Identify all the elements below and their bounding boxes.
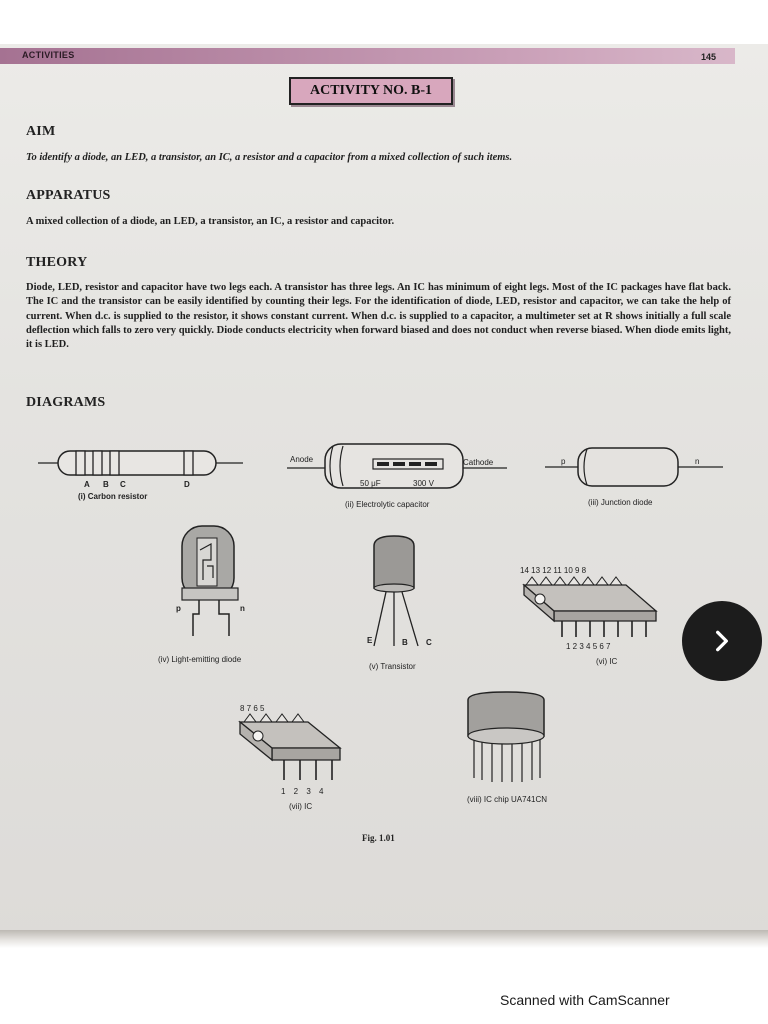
ic14-top-pins: 14 13 12 11 10 9 8 <box>520 566 587 575</box>
page-edge-shadow <box>0 930 768 948</box>
capacitor-anode-label: Anode <box>290 455 314 464</box>
resistor-caption: (i) Carbon resistor <box>78 492 148 501</box>
ic14-diagram <box>522 573 662 649</box>
aim-text: To identify a diode, an LED, a transistor, an IC, a resistor and a capacitor from a mixed collection of such items. <box>26 152 513 163</box>
apparatus-text: A mixed collection of a diode, an LED, a transistor, an IC, a resistor and capacitor. <box>26 216 395 227</box>
transistor-diagram <box>368 534 438 652</box>
capacitor-capacitance: 50 μF <box>360 479 381 488</box>
ic8-caption: (vii) IC <box>289 802 313 811</box>
activity-title-box <box>289 77 453 105</box>
resistor-band-b: B <box>103 480 109 489</box>
transistor-emitter-label: E <box>367 636 373 645</box>
aim-heading: AIM <box>26 124 56 139</box>
led-diagram <box>175 520 245 642</box>
resistor-band-c: C <box>120 480 126 489</box>
ic8-diagram <box>236 710 346 790</box>
diode-p-label: p <box>561 457 566 466</box>
capacitor-voltage: 300 V <box>413 479 434 488</box>
page-number: 145 <box>700 52 716 62</box>
ic-chip-drawing <box>460 690 560 790</box>
ic-chip-caption: (viii) IC chip UA741CN <box>467 795 548 804</box>
carbon-resistor-diagram <box>38 445 248 485</box>
resistor-band-a: A <box>84 480 90 489</box>
camscanner-watermark: Scanned with CamScanner <box>500 992 670 1008</box>
capacitor-cathode-label: Cathode <box>463 458 494 467</box>
theory-text: Diode, LED, resistor and capacitor have two legs each. A transistor has three legs. An IC has minimum of eight legs. Most of the IC packages have flat back. The IC and the transistor can be easily identified by counting their legs. For the identification of diode, LED, resistor and capacitor, we can take the help of current. When d.c. is supplied to the resistor, it shows constant current. When d.c. is supplied to a capacitor, a multimeter set at R shows initially a full scale deflection which falls to zero very quickly. Diode conducts electricity when forward biased and does not conduct when reverse biased. When diode emits light, it is LED. <box>26 282 731 351</box>
ic8-top-pins: 8 7 6 5 <box>240 704 265 713</box>
ic8-bottom-pins: 1 2 3 4 <box>281 787 324 796</box>
transistor-caption: (v) Transistor <box>369 662 416 671</box>
activity-title: ACTIVITY NO. B-1 <box>310 83 432 98</box>
diode-n-label: n <box>695 457 700 466</box>
led-drawing <box>175 520 245 642</box>
transistor-base-label: B <box>402 638 408 647</box>
diagrams-heading: DIAGRAMS <box>26 395 106 410</box>
capacitor-caption: (ii) Electrolytic capacitor <box>345 500 430 509</box>
led-caption: (iv) Light-emitting diode <box>158 655 242 664</box>
next-page-button[interactable] <box>682 601 762 681</box>
transistor-drawing <box>368 534 438 652</box>
ic8-drawing <box>236 710 346 790</box>
theory-heading: THEORY <box>26 255 88 270</box>
ic-chip-diagram <box>460 690 560 790</box>
chevron-right-icon <box>709 628 735 654</box>
junction-diode-drawing <box>545 445 725 487</box>
diode-caption: (iii) Junction diode <box>588 498 653 507</box>
ic14-drawing <box>522 573 662 649</box>
led-p-label: p <box>176 604 181 613</box>
header-label: ACTIVITIES <box>22 50 75 60</box>
resistor-band-d: D <box>184 480 190 489</box>
carbon-resistor-drawing <box>38 445 248 485</box>
ic14-bottom-pins: 1 2 3 4 5 6 7 <box>566 642 611 651</box>
ic14-caption: (vi) IC <box>596 657 618 666</box>
apparatus-heading: APPARATUS <box>26 188 111 203</box>
header-band <box>0 48 735 64</box>
junction-diode-diagram <box>545 445 725 487</box>
led-n-label: n <box>240 604 245 613</box>
figure-label: Fig. 1.01 <box>362 833 395 843</box>
transistor-collector-label: C <box>426 638 432 647</box>
